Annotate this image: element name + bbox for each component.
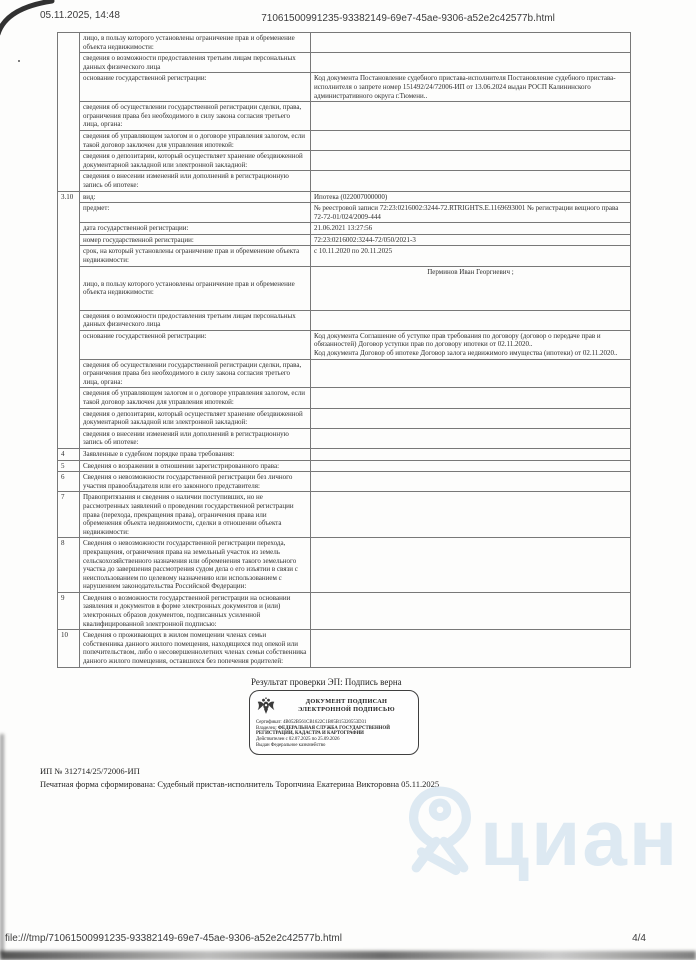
row-label-cell: срок, на который установлены ограничение прав и обременение объекта недвижимости:	[80, 246, 311, 266]
row-value-cell	[311, 538, 631, 593]
row-value-cell	[311, 102, 631, 131]
table-row	[58, 538, 631, 593]
section-number-cell: 6	[58, 472, 80, 492]
row-value-cell	[311, 310, 631, 330]
row-label-cell: сведения об управляющем залогом и о договоре управления залогом, если такой договор заключен для управления ипотекой:	[80, 388, 311, 408]
row-label-cell: Правопритязания и сведения о наличии поступивших, но не рассмотренных заявлений о проведении государственной регистрации права (перехода, прекращения права), ограничения права или обременения объекта недвижимости, сделки в отношении объекта недвижимости:	[80, 492, 311, 538]
row-label-cell: основание государственной регистрации:	[80, 330, 311, 359]
table-row	[58, 359, 631, 388]
registry-table-body	[58, 33, 631, 668]
row-value-cell	[311, 630, 631, 667]
row-value-cell	[311, 33, 631, 53]
table-row	[58, 428, 631, 448]
row-value-cell	[311, 428, 631, 448]
row-value-cell: Перминов Иван Георгиевич ;	[311, 266, 631, 310]
print-footer-url: file:///tmp/71061500991235-93382149-69e7-45ae-9306-a52e2c42577b.html	[5, 933, 342, 944]
row-value-cell	[311, 492, 631, 538]
row-label-cell: сведения о возможности предоставления третьим лицам персональных данных физического лица	[80, 310, 311, 330]
row-value-cell	[311, 592, 631, 629]
photo-edge-artifact	[0, 734, 4, 954]
photo-bottom-artifact	[0, 951, 696, 960]
row-label-cell: основание государственной регистрации:	[80, 73, 311, 102]
row-value-cell	[311, 460, 631, 472]
table-row	[58, 630, 631, 667]
table-row	[58, 234, 631, 246]
row-label-cell: лицо, в пользу которого установлены ограничение прав и обременение объекта недвижимости:	[80, 266, 311, 310]
row-label-cell: сведения об осуществлении государственной регистрации сделки, права, ограничения права без необходимого в силу закона согласия третьего лица, органа:	[80, 102, 311, 131]
table-row	[58, 223, 631, 235]
row-value-cell	[311, 130, 631, 150]
row-value-cell	[311, 388, 631, 408]
row-value-cell	[311, 448, 631, 460]
row-value-cell: № реестровой записи 72:23:0216002:3244-72.RTRIGHTS.E.1169693001 № регистрации вещного права 72-72-01/024/2009-444	[311, 203, 631, 223]
russian-coat-of-arms-icon	[256, 695, 276, 717]
table-row	[58, 130, 631, 150]
table-row	[58, 73, 631, 102]
row-value-cell: 21.06.2021 13:27:56	[311, 223, 631, 235]
row-label-cell: сведения об осуществлении государственной регистрации сделки, права, ограничения права без необходимого в силу закона согласия третьего лица, органа:	[80, 359, 311, 388]
row-value-cell	[311, 151, 631, 171]
row-value-cell	[311, 359, 631, 388]
digital-signature-stamp	[249, 690, 419, 756]
section-number-cell: 9	[58, 592, 80, 629]
table-row	[58, 102, 631, 131]
table-row	[58, 388, 631, 408]
row-value-cell	[311, 408, 631, 428]
table-row	[58, 191, 631, 203]
signature-block	[245, 677, 505, 756]
table-row	[58, 492, 631, 538]
table-row	[58, 266, 631, 310]
row-label-cell: Заявленные в судебном порядке права требования:	[80, 448, 311, 460]
generated-by-line: Печатная форма сформирована: Судебный пристав-исполнитель Торопчина Екатерина Викторовна 05.11.2025	[40, 778, 440, 789]
signature-verification-result: Результат проверки ЭП: Подпись верна	[251, 676, 402, 687]
row-label-cell: Сведения о проживающих в жилом помещении членах семьи собственника данного жилого помещения, находящихся под опекой или попечительством, либо о несовершеннолетних членах семьи собственника данного жилого помещения, оставшихся без попечения родителей:	[80, 630, 311, 667]
table-row	[58, 246, 631, 266]
table-row	[58, 151, 631, 171]
row-label-cell: сведения об управляющем залогом и о договоре управления залогом, если такой договор заключен для управления ипотекой:	[80, 130, 311, 150]
print-header-filename: 71061500991235-93382149-69e7-45ae-9306-a52e2c42577b.html	[261, 13, 555, 24]
stamp-owner	[256, 726, 412, 738]
row-label-cell: лицо, в пользу которого установлены ограничение прав и обременение объекта недвижимости:	[80, 33, 311, 53]
row-label-cell: дата государственной регистрации:	[80, 223, 311, 235]
document-page	[0, 32, 696, 790]
table-row	[58, 472, 631, 492]
row-label-cell: сведения о внесении изменений или дополнений в регистрационную запись об ипотеке:	[80, 428, 311, 448]
stamp-title	[281, 698, 412, 713]
row-value-cell: Код документа Постановление судебного пристава-исполнителя Постановление судебного пристава-исполнителя о запрете номер 151492/24/72006-ИП от 13.06.2024 выдан РОСП Калининского административного округа г.Тюмени..	[311, 73, 631, 102]
section-number-cell: 3.10	[58, 191, 80, 448]
table-row	[58, 408, 631, 428]
cian-watermark	[400, 786, 679, 881]
section-number-cell: 4	[58, 448, 80, 460]
cian-pin-logo-icon	[400, 786, 480, 881]
stamp-validity: Действителен с 02.07.2025 по 25.09.2026	[256, 737, 340, 743]
stamp-certificate: Сертификат: 4B052B561CB1622C1B05B15320553D31	[256, 719, 367, 725]
row-value-cell	[311, 472, 631, 492]
stamp-owner-name: ФЕДЕРАЛЬНАЯ СЛУЖБА ГОСУДАРСТВЕННОЙ РЕГИСТРАЦИИ, КАДАСТРА И КАРТОГРАФИИ	[256, 725, 390, 737]
section-number-cell	[58, 33, 80, 192]
row-value-cell	[311, 53, 631, 73]
stamp-title-line2: ЭЛЕКТРОННОЙ ПОДПИСЬЮ	[298, 705, 395, 713]
section-number-cell: 5	[58, 460, 80, 472]
section-number-cell: 8	[58, 538, 80, 593]
table-row	[58, 171, 631, 191]
row-label-cell: сведения о возможности предоставления третьим лицам персональных данных физического лица	[80, 53, 311, 73]
table-row	[58, 592, 631, 629]
table-row	[58, 310, 631, 330]
row-label-cell: Сведения о невозможности государственной регистрации перехода, прекращения, ограничения права на земельный участок из земель сельскохозяйственного назначения или обременения такого земельного участка до завершения рассмотрения судом дела о его изъятии в связи с неиспользованием по целевому назначению или использованием с нарушением законодательства Российской Федерации:	[80, 538, 311, 593]
table-row	[58, 53, 631, 73]
print-header-datetime: 05.11.2025, 14:48	[40, 10, 120, 21]
table-row	[58, 460, 631, 472]
table-row	[58, 448, 631, 460]
row-label-cell: вид:	[80, 191, 311, 203]
row-value-cell: Ипотека (022007000000)	[311, 191, 631, 203]
row-label-cell: сведения о депозитарии, который осуществляет хранение обездвиженной документарной закладной или электронной закладной:	[80, 408, 311, 428]
print-footer-page-indicator: 4/4	[632, 933, 646, 944]
stamp-issuer: Выдан Федеральное казначейство	[256, 743, 326, 749]
table-row	[58, 33, 631, 53]
row-value-cell: с 10.11.2020 по 20.11.2025	[311, 246, 631, 266]
footer-info	[40, 765, 696, 790]
row-label-cell: номер государственной регистрации:	[80, 234, 311, 246]
section-number-cell: 7	[58, 492, 80, 538]
table-row	[58, 203, 631, 223]
case-number: ИП № 312714/25/72006-ИП	[40, 766, 140, 777]
row-label-cell: Сведения о невозможности государственной регистрации без личного участия правообладателя или его законного представителя:	[80, 472, 311, 492]
row-label-cell: Сведения о возможности государственной регистрации на основании заявления и документов в форме электронных документов и (или) электронных образов документов, подписанных усиленной квалифицированной электронной подписью:	[80, 592, 311, 629]
row-label-cell: сведения о внесении изменений или дополнений в регистрационную запись об ипотеке:	[80, 171, 311, 191]
stamp-owner-label: Владелец:	[256, 725, 277, 731]
stamp-title-line1: ДОКУМЕНТ ПОДПИСАН	[305, 698, 388, 706]
row-value-cell	[311, 171, 631, 191]
row-value-cell: 72:23:0216002:3244-72/050/2021-3	[311, 234, 631, 246]
registry-table	[57, 32, 631, 668]
table-row	[58, 330, 631, 359]
row-label-cell: сведения о депозитарии, который осуществляет хранение обездвиженной документарной закладной или электронной закладной:	[80, 151, 311, 171]
row-label-cell: предмет:	[80, 203, 311, 223]
row-value-cell: Код документа Соглашение об уступке прав требования по договору (договор о передаче прав и обязанностей) Договор уступки прав по договору ипотеки от 02.11.2020.. Код документа Договор об ипотеке Договор залога недвижимого имущества (ипотеки) от 02.11.2020..	[311, 330, 631, 359]
cian-watermark-text: циан	[480, 793, 680, 882]
row-label-cell: Сведения о возражении в отношении зарегистрированного права:	[80, 460, 311, 472]
section-number-cell: 10	[58, 630, 80, 667]
